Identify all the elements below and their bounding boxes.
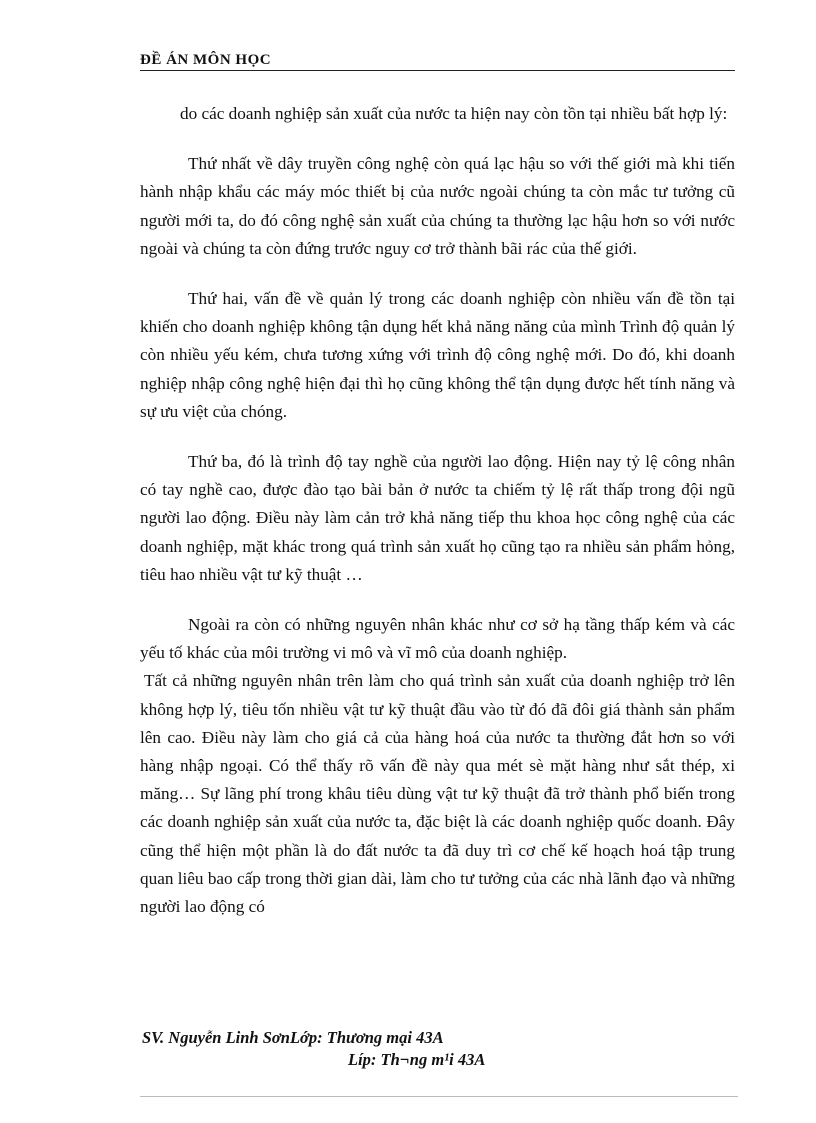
paragraph-conclusion: Tất cả những nguyên nhân trên làm cho quá trình sản xuất của doanh nghiệp trở lên không hợp lý, tiêu tốn nhiều vật tư kỹ thuật đầu vào từ đó đã đôi giá thành sản phẩm lên cao. Điều này làm cho giá cả của hàng hoá của nước ta thường đắt hơn so với hàng nhập ngoại. Có thể thấy rõ vấn đề này qua mét sè mặt hàng như sắt thép, xi măng… Sự lãng phí trong khâu tiêu dùng vật tư kỹ thuật đã trở thành phổ biến trong các doanh nghiệp sản xuất của nước ta, đặc biệt là các doanh nghiệp quốc doanh. Đây cũng thể hiện một phần là do đất nước ta đã duy trì cơ chế kế hoạch hoá tập trung quan liêu bao cấp trong thời gian dài, làm cho tư tưởng của các nhà lãnh đạo và những người lao động có (140, 671, 735, 917)
footer-student-line: SV. Nguyễn Linh SơnLớp: Thương mại 43A (142, 1028, 444, 1047)
document-title: ĐỀ ÁN MÔN HỌC (140, 52, 272, 68)
body-text (140, 100, 735, 943)
paragraph-first-reason: Thứ nhất về dây truyền công nghệ còn quá lạc hậu so với thế giới mà khi tiến hành nhập khẩu các máy móc thiết bị của nước ngoài chúng ta còn mắc tư tưởng cũ người mới ta, do đó công nghệ sản xuất của chúng ta thường lạc hậu hơn so với nước ngoài và chúng ta còn đứng trước nguy cơ trở thành bãi rác của thế giới. (140, 154, 735, 258)
paragraph-intro: do các doanh nghiệp sản xuất của nước ta hiện nay còn tồn tại nhiều bất hợp lý: (180, 104, 728, 123)
paragraph-second-reason: Thứ hai, vấn đề về quản lý trong các doanh nghiệp còn nhiều vấn đề tồn tại khiến cho doanh nghiệp không tận dụng hết khả năng năng của mình Trình độ quản lý còn nhiều yếu kém, chưa tương xứng với trình độ công nghệ mới. Do đó, khi doanh nghiệp nhập công nghệ hiện đại thì họ cũng không thể tận dụng được hết tính năng và sự ưu việt của chóng. (140, 289, 735, 421)
footer-class-line: Líp: Th¬ng m¹i 43A (348, 1050, 486, 1069)
paragraph-other-reasons: Ngoài ra còn có những nguyên nhân khác như cơ sở hạ tầng thấp kém và các yếu tố khác của môi trường vi mô và vĩ mô của doanh nghiệp. (140, 615, 735, 663)
paragraph-third-reason: Thứ ba, đó là trình độ tay nghề của người lao động. Hiện nay tỷ lệ công nhân có tay nghề cao, được đào tạo bài bản ở nước ta chiếm tỷ lệ rất thấp trong đội ngũ người lao động. Điều này làm cản trở khả năng tiếp thu khoa học công nghệ của các doanh nghiệp, mặt khác trong quá trình sản xuất họ cũng tạo ra nhiều sản phẩm hỏng, tiêu hao nhiều vật tư kỹ thuật … (140, 452, 735, 584)
page-header (140, 52, 735, 71)
bottom-divider (140, 1096, 738, 1097)
